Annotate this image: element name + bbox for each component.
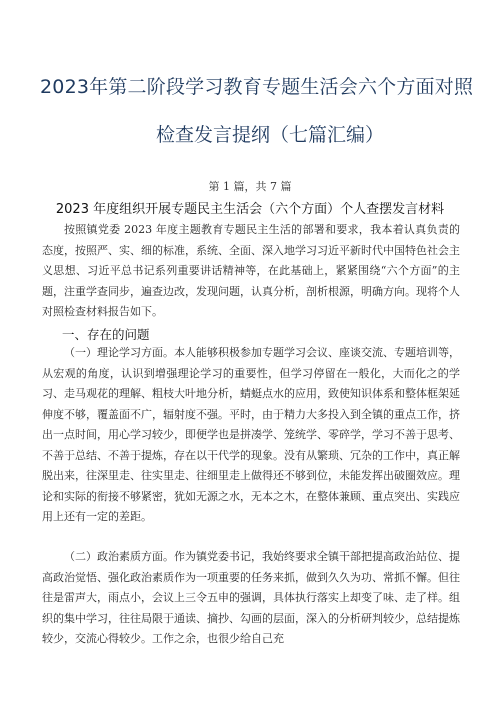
- part-counter: 第 1 篇，共 7 篇: [208, 180, 292, 193]
- article-subtitle: 2023 年度组织开展专题民主生活会（六个方面）个人查摆发言材料: [55, 202, 445, 217]
- political-quality-paragraph: （二）政治素质方面。作为镇党委书记，我始终要求全镇干部把提高政治站位、提高政治觉悟、强化政治素质作为一项重要的任务来抓，做到久久为功、常抓不懈。但往往是雷声大，雨点小，会议上三令五申的强调，具体执行落实上却变了味、走了样。组织的集中学习，往往局限于通读、摘抄、勾画的层面，深入的分析研判较少，总结提炼较少，交流心得较少。工作之余，也很少给自己充: [42, 550, 460, 645]
- theory-study-paragraph: （一）理论学习方面。本人能够积极参加专题学习会议、座谈交流、专题培训等，从宏观的角度，认识到增强理论学习的重要性，但学习停留在一般化，大而化之的学习、走马观花的理解、粗枝大叶地分析，蜻蜓点水的应用，致使知识体系和整体框架延伸度不够，覆盖面不广，辐射度不强。平时，由于精力大多投入到全镇的重点工作，挤出一点时间，用心学习较少，即便学也是拼凑学、笼统学、零碎学，学习不善于思考、不善于总结、不善于提炼，存在以干代学的现象。没有从繁琐、冗杂的工作中，真正解脱出来，往深里走、往实里走、往细里走上做得还不够到位，未能发挥出破圈效应。理论和实际的衔接不够紧密，犹如无源之水，无本之木，在整体兼顾、重点突出、实践应用上还有一定的差距。: [42, 346, 460, 523]
- section-heading: 一、存在的问题: [62, 327, 150, 342]
- document-title-line2: 检查发言提纲（七篇汇编）: [155, 124, 384, 146]
- intro-paragraph: 按照镇党委 2023 年度主题教育专题民主生活的部署和要求，我本着认真负责的态度，按照严、实、细的标准，系统、全面、深入地学习习近平新时代中国特色社会主义思想、习近平总书记系列重要讲话精神等，在此基础上，紧紧围绕“六个方面”的主题，注重学查同步，遍查边改，发现问题，认真分析，剖析根源，明确方向。现将个人对照检查材料报告如下。: [42, 223, 460, 318]
- document-title-line1: 2023年第二阶段学习教育专题生活会六个方面对照: [40, 76, 474, 98]
